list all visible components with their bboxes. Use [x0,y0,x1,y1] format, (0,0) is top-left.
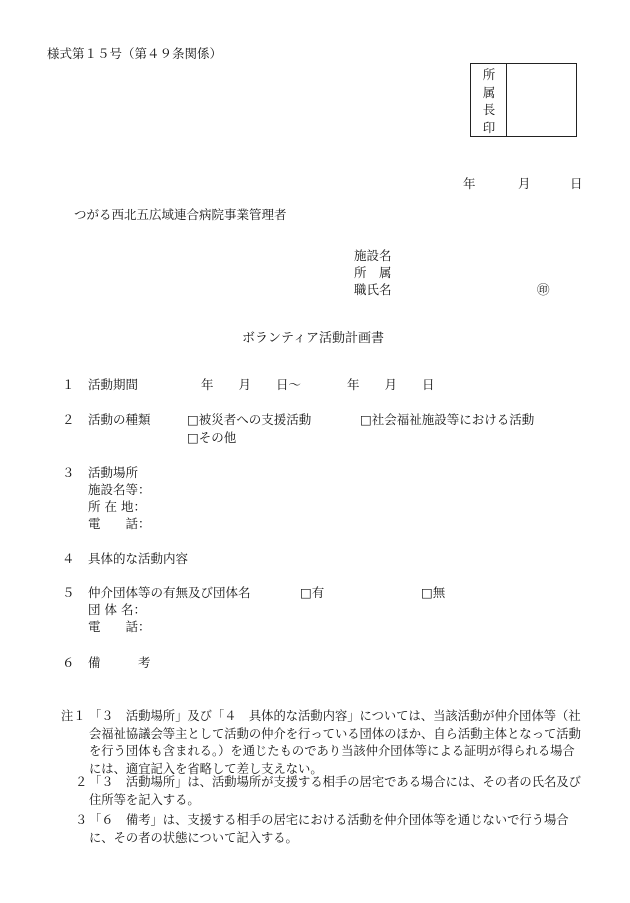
place-label: 活動場所 [88,465,139,480]
form-number: 様式第１５号（第４９条関係） [47,46,223,61]
affiliation-label: 所 属 [354,265,392,280]
stamp-box-label [479,66,499,136]
facility-label: 施設名 [354,248,392,263]
agency-phone-field: 電 話： [88,619,151,634]
seal-mark: ㊞ [537,282,550,297]
stamp-char: 長 [482,102,496,117]
note-1 [61,708,581,778]
date-month: 月 [518,176,531,191]
place-address-field: 所 在 地： [88,499,146,514]
note-3 [61,812,581,847]
note-number: ２ [75,775,88,789]
place-facility-field: 施設名等： [88,482,151,497]
note-number: ３ [75,813,88,827]
agency-label: 仲介団体等の有無及び団体名 [88,585,251,600]
period-label: 活動期間 [88,377,139,392]
kind-option-welfare[interactable]: □社会福祉施設等における活動 [360,412,535,427]
stamp-box-divider [506,64,507,136]
name-label: 職氏名 [354,282,392,297]
agency-no-option[interactable]: □無 [421,585,446,600]
note-text: 「３ 活動場所」は、活動場所が支援する相手の居宅である場合には、その者の氏名及び住所等を記入する。 [89,775,581,807]
note-text: 「６ 備考」は、支援する相手の居宅における活動を仲介団体等を通じないで行う場合に、その者の状態について記入する。 [89,813,569,845]
item-number: ４ [62,551,75,566]
addressee: つがる西北五広域連合病院事業管理者 [74,207,287,222]
item-number: １ [62,377,75,392]
note-number: 注１ [61,709,86,723]
date-year: 年 [463,176,476,191]
agency-yes-option[interactable]: □有 [300,585,325,600]
stamp-char: 属 [482,84,496,100]
kind-option-disaster[interactable]: □被災者への支援活動 [187,412,312,427]
stamp-char: 印 [482,119,496,135]
agency-name-field: 団 体 名： [88,602,146,617]
stamp-char: 所 [482,67,496,82]
item-number: ６ [62,655,75,670]
note-2 [61,774,581,809]
place-phone-field: 電 話： [88,516,151,531]
item-number: ３ [62,465,75,480]
item-number: ２ [62,412,75,427]
remarks-label: 備 考 [88,655,151,670]
page-title: ボランティア活動計画書 [242,331,384,346]
kind-label: 活動の種類 [88,412,151,427]
item-number: ５ [62,585,75,600]
period-to: 年 月 日 [347,377,435,392]
content-label: 具体的な活動内容 [88,551,189,566]
note-text: 「３ 活動場所」及び「４ 具体的な活動内容」については、当該活動が仲介団体等（社会福祉協議会等主として活動の仲介を行っている団体のほか、自ら活動主体となって活動を行う団体も含まれる。）を通じたものであり当該仲介団体等による証明が得られる場合には、適宜記入を省略して差し支えない。 [89,709,581,776]
stamp-box [470,63,577,137]
kind-option-other[interactable]: □その他 [187,430,237,445]
period-from: 年 月 日～ [201,377,302,392]
date-day: 日 [570,176,583,191]
